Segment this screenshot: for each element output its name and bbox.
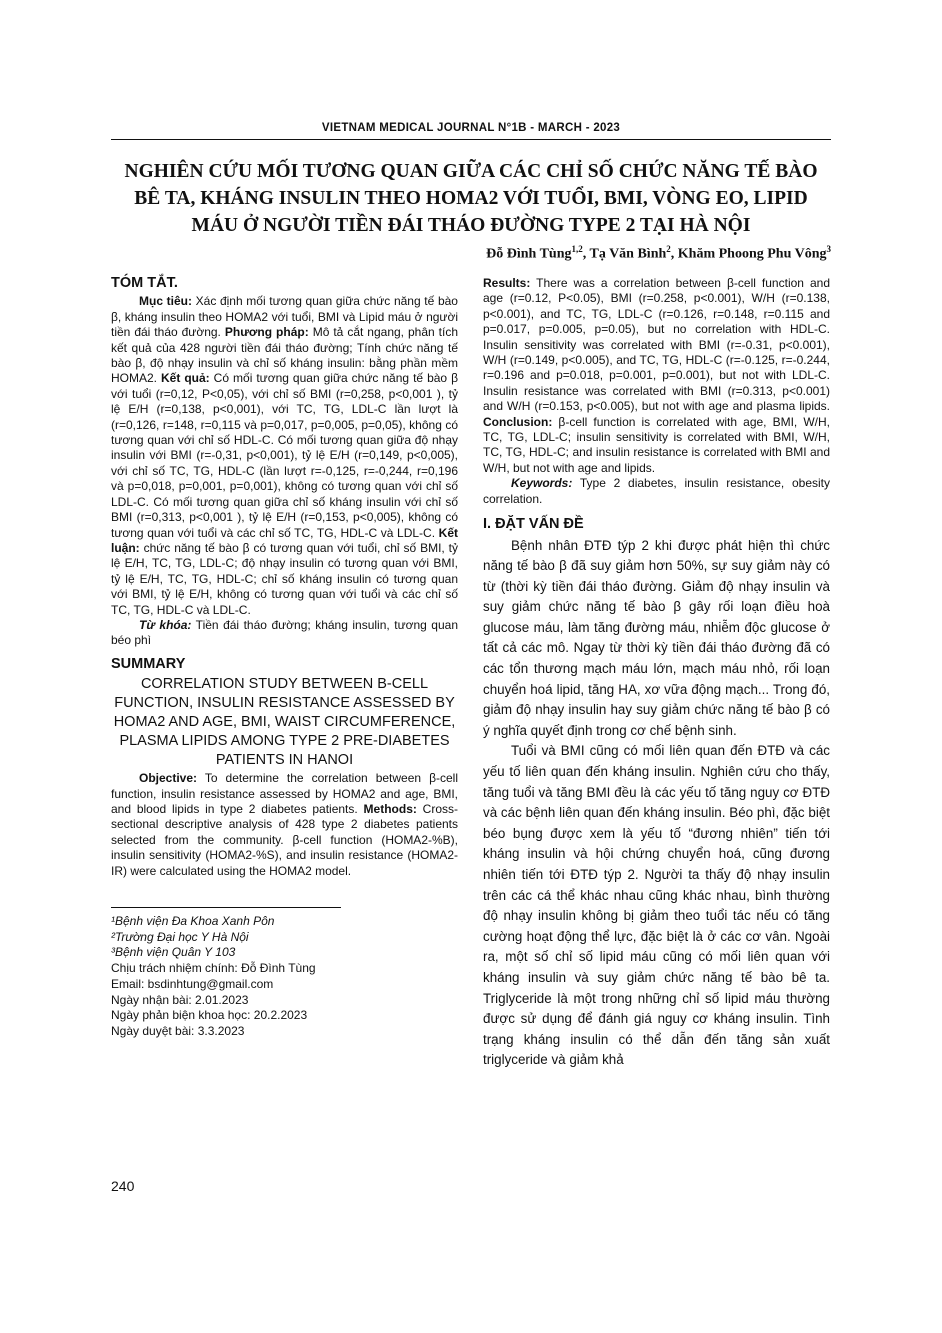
objective-text-en: To determine the correlation between β-cell function, insulin resistance assessed by HOMA2 and age, BMI, and blood lipids in type 2 diabetes patients. xyxy=(111,771,458,816)
keywords-label-vi: Từ khóa: xyxy=(139,617,192,632)
abstract-heading: TÓM TẮT. xyxy=(111,275,178,291)
author-name: Khăm Phoong Phu Vông xyxy=(677,246,827,262)
summary-paragraph-b xyxy=(483,276,830,476)
intro-paragraph-1: Bệnh nhân ĐTĐ týp 2 khi được phát hiện thì chức năng tế bào β đã suy giảm hơn 50%, sự suy giảm này có từ (thời kỳ tiền đái tháo đường. Giảm độ nhạy insulin và suy giảm chức năng tế bào β gây rối loạn điều hoà glucose máu, làm tăng đường máu, nhiễm độc glucose ở tất cả các mô. Ngay từ thời kỳ tiền đái tháo đường đã có các tổn thương mạch máu lớn, mạch máu nhỏ, rối loạn chuyển hoá lipid, tăng HA, xơ vữa động mạch... Trong đó, giảm độ nhạy insulin hay suy giảm chức năng tế bào β có ý nghĩa quyết định trong cơ chế bệnh sinh. xyxy=(483,537,830,738)
methods-label-en: Methods: xyxy=(363,801,417,816)
abstract-vi-paragraph xyxy=(111,294,458,618)
footnote-rule xyxy=(111,907,341,908)
date-received: Ngày nhận bài: 2.01.2023 xyxy=(111,992,249,1007)
methods-label-vi: Phương pháp: xyxy=(224,325,309,340)
affiliation-3: ³Bệnh viện Quân Y 103 xyxy=(111,945,236,960)
conclusion-label-en: Conclusion: xyxy=(483,414,553,429)
objective-text-vi: Xác định mối tương quan giữa chức năng tế bào β, kháng insulin theo HOMA2 với tuổi, BMI và Lipid máu ở người tiền đái tháo đường. xyxy=(111,294,458,340)
page-number: 240 xyxy=(111,1178,135,1194)
summary-title: CORRELATION STUDY BETWEEN Β-CELL FUNCTION, INSULIN RESISTANCE ASSESSED BY HOMA2 AND AGE, BMI, WAIST CIRCUMFERENCE, PLASMA LIPIDS AMONG TYPE 2 PRE-DIABETES PATIENTS IN HANOI xyxy=(113,676,456,769)
conclusion-text-en: β-cell function is correlated with age, BMI, W/H, TC, TG, LDL-C; insulin sensitivity is correlated with BMI, W/H, TC, TG, HDL-C; and insulin resistance is correlated with BMI and W/H, but not with age and lipids. xyxy=(483,414,830,475)
results-label-vi: Kết quả: xyxy=(161,371,210,386)
author-name: Tạ Văn Bình xyxy=(589,246,667,262)
conclusion-label-vi: Kết luận: xyxy=(111,525,458,555)
keywords-en xyxy=(483,476,830,507)
author-affiliation: 3 xyxy=(826,244,831,254)
affiliation-2: ²Trường Đại học Y Hà Nội xyxy=(111,929,249,944)
keywords-vi xyxy=(111,618,458,649)
methods-text-en: Cross-sectional descriptive analysis of 428 type 2 diabetes patients selected from the community. β-cell function (HOMA2-%B), insulin sensitivity (HOMA2-%S), and insulin resistance (HOMA2-IR) were calculated using the HOMA2 model. xyxy=(111,801,458,878)
intro-paragraph-2: Tuổi và BMI cũng có mối liên quan đến ĐTĐ và các yếu tố liên quan đến kháng insulin. Nghiên cứu cho thấy, tăng tuổi và tăng BMI đều là các yếu tố tăng nguy cơ ĐTĐ và các bệnh liên quan đến kháng insulin. Béo phì, đặc biệt béo bụng được xem là yếu tố “đương nhiên” tiến tới kháng insulin và hội chứng chuyển hoá, cũng đương nhiên tiến tới ĐTĐ týp 2. Người ta thấy độ nhạy insulin trên các cá thể khác nhau cũng khác nhau, bình thường độ nhạy insulin không bị giảm theo tuổi tác nếu có tăng cường hoạt động thể lực, đặc biệt là ở các cơ vân. Ngoài ra, một số chỉ số lipid máu cũng có mối liên quan với kháng insulin và suy giảm chức năng tế bào bê ta. Triglyceride là một trong những chỉ số lipid máu thường được sử dụng để đánh giá nguy cơ kháng insulin. Tình trạng kháng insulin có thể dẫn đến tăng sản xuất triglyceride và giảm khả xyxy=(483,743,830,1068)
summary-paragraph-a xyxy=(111,771,458,879)
header-rule xyxy=(111,139,831,140)
results-label-en: Results: xyxy=(483,276,531,290)
right-column xyxy=(483,276,830,1071)
conclusion-text-vi: chức năng tế bào β có tương quan với tuổi, chỉ số BMI, tỷ lệ E/H, TC, TG, LDL-C; độ nhạy insulin có tương quan với BMI, tỷ lệ E/H, TC, TG, HDL-C; chỉ số kháng insulin có tương quan với BMI, tỷ lệ E/H, không có tương quan với tuổi và các chỉ số TC, TG, HDL-C và LDL-C. xyxy=(111,540,458,617)
author-separator: , xyxy=(670,246,678,262)
author-name: Đỗ Đình Tùng xyxy=(486,246,572,262)
keywords-text-vi: Tiền đái tháo đường; kháng insulin, tương quan béo phì xyxy=(111,617,459,648)
affiliation-1: ¹Bệnh viện Đa Khoa Xanh Pôn xyxy=(111,914,275,928)
author-affiliation: 2 xyxy=(666,244,671,254)
article-title: NGHIÊN CỨU MỐI TƯƠNG QUAN GIỮA CÁC CHỈ SỐ CHỨC NĂNG TẾ BÀO BÊ TA, KHÁNG INSULIN THEO HOMA2 VỚI TUỔI, BMI, VÒNG EO, LIPID MÁU Ở NGƯỜI TIỀN ĐÁI THÁO ĐƯỜNG TYPE 2 TẠI HÀ NỘI xyxy=(124,161,818,236)
author-affiliation: 1,2 xyxy=(571,244,583,254)
keywords-text-en: Type 2 diabetes, insulin resistance, obesity correlation. xyxy=(483,476,830,506)
author-separator: , xyxy=(582,246,590,262)
results-text-vi: Có mối tương quan giữa chức năng tế bào β với tuổi (r=0,12, P<0,05), với chỉ số BMI (r=0,258, p<0,001 ), tỷ lệ E/H (r=0,138, p<0,001), với TC, TG, LDL-C lần lượt là (r=0,126, r=148, r=0,115 và p=0,017, p=0,005, p=0,05), không có tương quan với chỉ số HDL-C. Có mối tương quan giữa độ nhạy insulin với BMI (r=-0,31, p<0,001), tỷ lệ E/H (r=0,149, p<0,005), với chỉ số TC, TG, HDL-C (lần lượt r=-0,125, r=-0,244, r=0,196 và p=0,018, p=0,001, p=0,001), không có tương quan với chỉ số LDL-C. Có mối tương quan giữa chỉ số kháng insulin với chỉ số BMI (r=0,313, p<0,001 ), tỷ lệ E/H (r=0,153, p<0,005), không có tương quan với tuổi và các chỉ số TC, TG, HDL-C và LDL-C. xyxy=(111,371,458,540)
objective-label-en: Objective: xyxy=(139,771,198,786)
footnotes xyxy=(111,914,458,1040)
email: Email: bsdinhtung@gmail.com xyxy=(111,976,274,991)
intro-heading: I. ĐẶT VẤN ĐỀ xyxy=(483,516,584,533)
date-reviewed: Ngày phản biện khoa học: 20.2.2023 xyxy=(111,1008,308,1023)
keywords-label-en: Keywords: xyxy=(511,476,573,491)
objective-label-vi: Mục tiêu: xyxy=(139,294,192,309)
corresponding-author: Chịu trách nhiệm chính: Đỗ Đình Tùng xyxy=(111,961,316,976)
journal-header: VIETNAM MEDICAL JOURNAL N°1B - MARCH - 2023 xyxy=(321,122,621,134)
author-line xyxy=(486,244,831,263)
summary-heading: SUMMARY xyxy=(111,655,186,672)
left-column xyxy=(111,274,458,1040)
date-accepted: Ngày duyệt bài: 3.3.2023 xyxy=(111,1023,245,1038)
methods-text-vi: Mô tả cắt ngang, phân tích kết quả của 428 người tiền đái tháo đường; Tính chức năng tế bào β, độ nhạy insulin và chỉ số kháng insulin: bằng phần mềm HOMA2. xyxy=(111,325,458,386)
results-text-en: There was a correlation between β-cell function and age (r=0.12, P<0.05), BMI (r=0.258, p<0.001), W/H (r=0.138, p<0.001), and TC, TG, LDL-C (r=0.126, r=0.148, r=0.115 and p=0.017, p=0.005, p=0.05), but no correlation with HDL-C. Insulin sensitivity was correlated with BMI (r=-0.31, p<0.001), W/H (r=0.149, p<0.005), and TC, TG, HDL-C (r=-0.125, r=-0.244, r=0.196 and p=0.018, p=0.001, p=0.001), but not with LDL-C. Insulin resistance was correlated with BMI (r=0.313, p<0.001) and W/H (r=0.153, p<0.005), but not with age and plasma lipids. xyxy=(483,276,830,414)
